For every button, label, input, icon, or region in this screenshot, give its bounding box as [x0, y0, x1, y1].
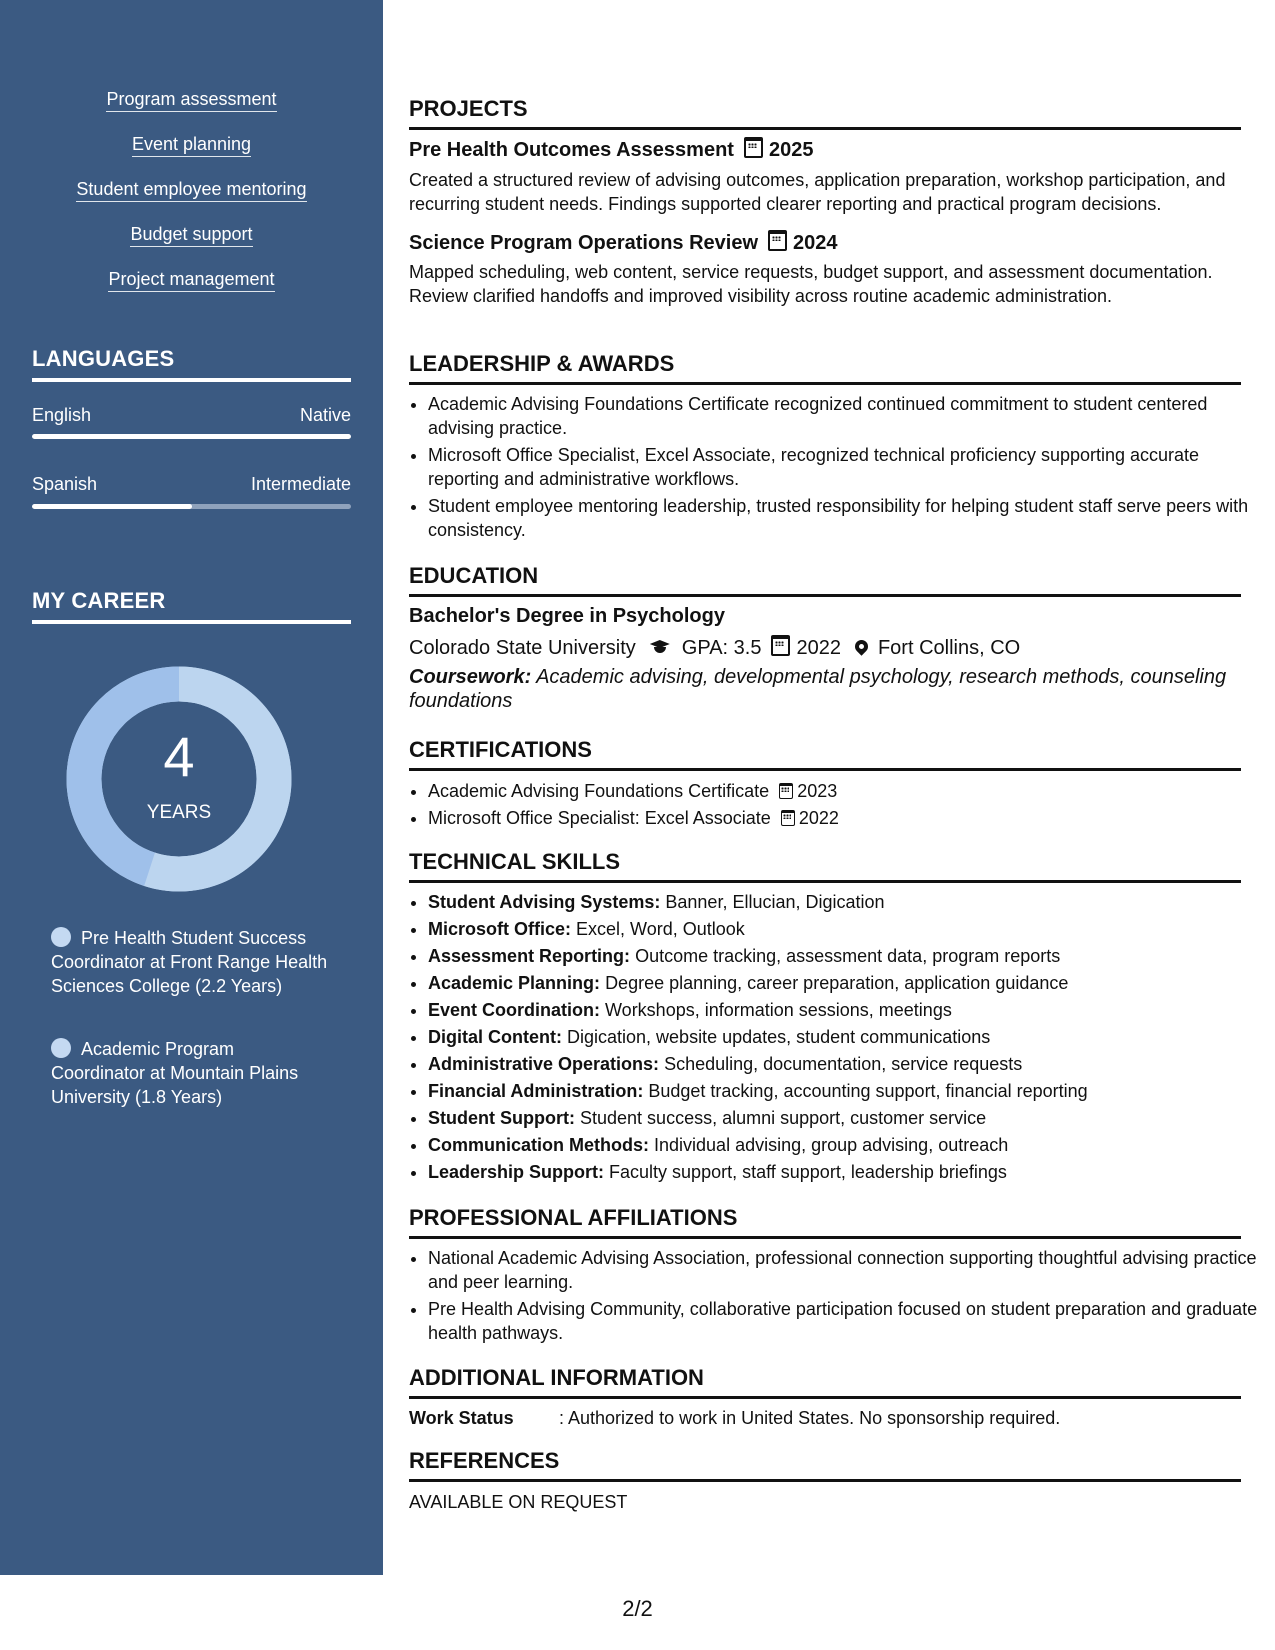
- education-details: [409, 635, 1020, 660]
- legend-dot-icon: [51, 1038, 71, 1058]
- project-name: Science Program Operations Review: [409, 232, 759, 254]
- skill-category: Event Coordination:: [428, 1000, 600, 1020]
- skill-item: [0, 224, 383, 245]
- skill-category: Administrative Operations:: [428, 1054, 660, 1074]
- skill-category: Microsoft Office:: [428, 919, 572, 939]
- list-item: [428, 1106, 1260, 1130]
- work-status-value: : Authorized to work in United States. No sponsorship required.: [559, 1408, 1061, 1428]
- school-location: Fort Collins, CO: [877, 637, 1021, 659]
- calendar-icon: [768, 230, 787, 251]
- graduation-cap-icon: [648, 641, 672, 655]
- list-item: • Microsoft Office Specialist, Excel Associate, recognized technical proficiency supporting accurate reporting and administrative workflows.: [428, 443, 1260, 491]
- certification-name: Academic Advising Foundations Certificate: [428, 781, 770, 801]
- degree-title: Bachelor's Degree in Psychology: [409, 605, 725, 627]
- references-text: AVAILABLE ON REQUEST: [409, 1492, 628, 1512]
- career-item: [51, 1037, 331, 1109]
- skill-category: Academic Planning:: [428, 973, 601, 993]
- career-item-text: Pre Health Student Success Coordinator at Front Range Health Sciences College (2.2 Years): [51, 928, 328, 996]
- career-years-number: 4: [163, 725, 195, 788]
- list-item: [428, 1052, 1260, 1076]
- skill-values: Workshops, information sessions, meetings: [605, 1000, 952, 1020]
- skill-item: [0, 179, 383, 200]
- skill-category: Financial Administration:: [428, 1081, 644, 1101]
- language-bar-fill: [32, 434, 351, 439]
- skill-label: Project management: [108, 269, 274, 292]
- career-heading: MY CAREER: [32, 588, 351, 624]
- language-level: Native: [299, 405, 351, 425]
- certification-year: 2022: [798, 808, 839, 828]
- list-item: [428, 944, 1260, 968]
- coursework-text: Academic advising, developmental psychology, research methods, counseling foundations: [409, 666, 1227, 712]
- list-item: [428, 1079, 1260, 1103]
- list-item: [428, 917, 1260, 941]
- language-row: [32, 474, 351, 495]
- references-heading: REFERENCES: [409, 1448, 1241, 1482]
- school-name: Colorado State University: [409, 637, 636, 659]
- language-name: Spanish: [32, 474, 98, 494]
- skill-category: Communication Methods:: [428, 1135, 649, 1155]
- skill-values: Scheduling, documentation, service requests: [664, 1054, 1023, 1074]
- career-years-unit: YEARS: [146, 802, 212, 823]
- calendar-icon: [781, 810, 795, 826]
- language-name: English: [32, 405, 92, 425]
- career-item: [51, 926, 331, 998]
- list-item: [428, 1133, 1260, 1157]
- language-bar-fill: [32, 504, 192, 509]
- list-item: • National Academic Advising Association, professional connection supporting thoughtful advising practice and peer learning.: [428, 1246, 1260, 1294]
- list-item: [428, 971, 1260, 995]
- sidebar: [0, 0, 383, 1575]
- language-bar: [32, 504, 351, 509]
- project-title: [409, 137, 813, 162]
- skill-values: Individual advising, group advising, outreach: [654, 1135, 1009, 1155]
- skill-category: Digital Content:: [428, 1027, 562, 1047]
- skill-values: Degree planning, career preparation, application guidance: [605, 973, 1069, 993]
- skill-values: Budget tracking, accounting support, financial reporting: [648, 1081, 1088, 1101]
- project-name: Pre Health Outcomes Assessment: [409, 139, 734, 161]
- skill-label: Program assessment: [106, 89, 276, 112]
- career-item-text: Academic Program Coordinator at Mountain Plains University (1.8 Years): [51, 1039, 299, 1107]
- affiliations-heading: PROFESSIONAL AFFILIATIONS: [409, 1205, 1241, 1239]
- skill-category: Leadership Support:: [428, 1162, 605, 1182]
- projects-heading: PROJECTS: [409, 96, 1241, 130]
- technical-skills-list: [409, 890, 1260, 1187]
- skill-category: Assessment Reporting:: [428, 946, 631, 966]
- skill-values: Excel, Word, Outlook: [576, 919, 745, 939]
- coursework-label: Coursework:: [409, 666, 532, 688]
- list-item: [428, 1160, 1260, 1184]
- skill-item: [0, 134, 383, 155]
- page-number: 2/2: [622, 1596, 653, 1621]
- certifications-heading: CERTIFICATIONS: [409, 737, 1241, 771]
- project-title: [409, 230, 838, 255]
- location-pin-icon: [852, 637, 870, 655]
- legend-dot-icon: [51, 927, 71, 947]
- coursework: [409, 665, 1241, 713]
- list-item: • Pre Health Advising Community, collaborative participation focused on student preparation and graduate health pathways.: [428, 1297, 1260, 1345]
- work-status-label: Work Status: [409, 1408, 514, 1428]
- calendar-icon: [771, 635, 790, 656]
- career-donut-chart: [66, 666, 292, 892]
- calendar-icon: [779, 783, 793, 799]
- project-year: 2024: [793, 232, 838, 254]
- list-item: • Academic Advising Foundations Certificate recognized continued commitment to student centered advising practice.: [428, 392, 1260, 440]
- project-description: Created a structured review of advising outcomes, application preparation, workshop participation, and recurring student needs. Findings supported clearer reporting and practical program decisions.: [409, 170, 1226, 214]
- skill-item: [0, 89, 383, 110]
- skill-values: Digication, website updates, student communications: [567, 1027, 991, 1047]
- affiliations-list: [409, 1246, 1260, 1348]
- list-item: [428, 998, 1260, 1022]
- language-row: [32, 405, 351, 426]
- gpa: GPA: 3.5: [681, 637, 762, 659]
- work-status-row: [409, 1406, 1241, 1430]
- skill-values: Banner, Ellucian, Digication: [665, 892, 885, 912]
- additional-info-heading: ADDITIONAL INFORMATION: [409, 1365, 1241, 1399]
- graduation-year: 2022: [796, 637, 841, 659]
- skill-values: Outcome tracking, assessment data, program reports: [635, 946, 1061, 966]
- language-level: Intermediate: [250, 474, 351, 494]
- skill-values: Faculty support, staff support, leadership briefings: [609, 1162, 1007, 1182]
- list-item: [428, 890, 1260, 914]
- skill-item: [0, 269, 383, 290]
- education-heading: EDUCATION: [409, 563, 1241, 597]
- certification-year: 2023: [797, 781, 838, 801]
- list-item: • Student employee mentoring leadership, trusted responsibility for helping student staff serve peers with consistency.: [428, 494, 1260, 542]
- skill-label: Event planning: [132, 134, 251, 157]
- skill-label: Student employee mentoring: [76, 179, 306, 202]
- certification-name: Microsoft Office Specialist: Excel Associate: [428, 808, 771, 828]
- leadership-heading: LEADERSHIP & AWARDS: [409, 351, 1241, 385]
- project-year: 2025: [768, 139, 814, 161]
- skill-category: Student Support:: [428, 1108, 575, 1128]
- list-item: [428, 1025, 1260, 1049]
- skill-label: Budget support: [130, 224, 252, 247]
- calendar-icon: [744, 137, 763, 158]
- list-item: [428, 806, 1260, 830]
- technical-skills-heading: TECHNICAL SKILLS: [409, 849, 1241, 883]
- list-item: [428, 779, 1260, 803]
- project-description: Mapped scheduling, web content, service requests, budget support, and assessment documentation. Review clarified handoffs and improved visibility across routine academic administration.: [409, 262, 1213, 306]
- skill-category: Student Advising Systems:: [428, 892, 661, 912]
- languages-heading: LANGUAGES: [32, 346, 351, 382]
- leadership-list: [409, 392, 1260, 545]
- skill-values: Student success, alumni support, customer service: [580, 1108, 987, 1128]
- language-bar: [32, 434, 351, 439]
- certifications-list: [409, 779, 1260, 833]
